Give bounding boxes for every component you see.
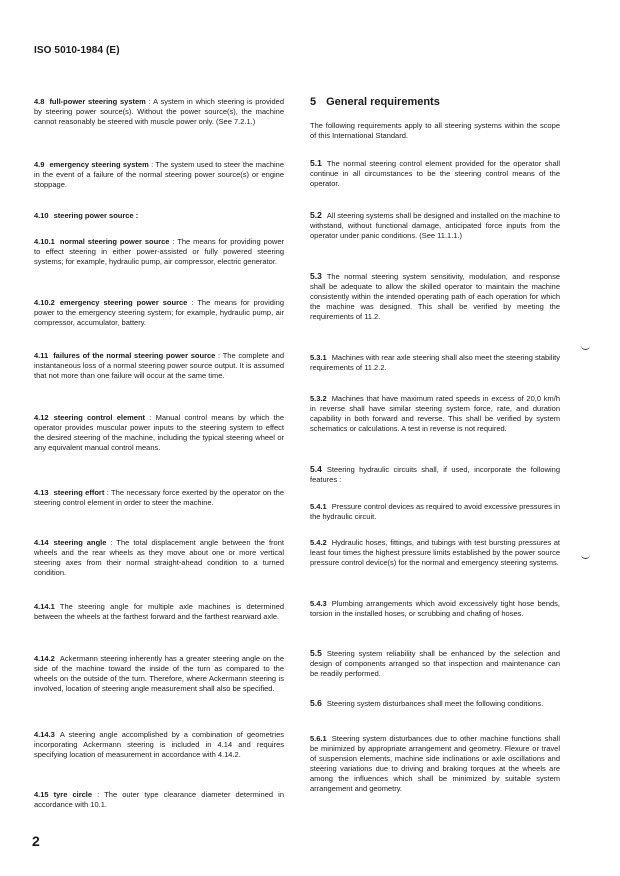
clause-text: A steering angle accomplished by a combination of geometries incorporating Ackermann steering is included in 4.14 and requires specifying location of measurement in accordance with 4.14.2. [34, 730, 284, 759]
clause-number: 4.10.2 [34, 298, 55, 307]
section-intro [310, 121, 560, 141]
clause-4-13 [34, 488, 284, 508]
clause-number: 5.4.2 [310, 538, 327, 547]
clause-4-14 [34, 538, 284, 578]
page-number: 2 [32, 833, 40, 849]
clause-text: : Manual control means by which the operator provides muscular power inputs to the steering system to effect the desired steering of the machine, including the typical steering wheel or any equivalent manual control means. [34, 413, 285, 452]
clause-title: emergency steering system [49, 160, 149, 169]
clause-title: full-power steering system [49, 97, 146, 106]
clause-title: steering angle [53, 538, 107, 547]
clause-text: : The means for providing power to effect steering in either power-assisted or fully powered steering systems; for example, hydraulic pump, air compressor, electric generator. [34, 237, 284, 266]
section-title: General requirements [326, 96, 440, 108]
revision-mark [581, 345, 590, 350]
clause-5-3-2 [310, 394, 560, 434]
clause-4-9 [34, 160, 284, 190]
clause-number: 5.2 [310, 210, 322, 220]
clause-number: 5.6.1 [310, 734, 327, 743]
clause-text: Plumbing arrangements which avoid excessively tight hose bends, torsion in the installed hoses, or scrubbing and chafing of hoses. [310, 599, 560, 618]
clause-5-5 [310, 648, 560, 679]
clause-5-3-1 [310, 353, 560, 373]
clause-text: The following requirements apply to all steering systems within the scope of this International Standard. [310, 121, 560, 140]
clause-number: 5.4.3 [310, 599, 327, 608]
clause-4-14-3 [34, 730, 284, 760]
clause-text: : The system used to steer the machine in the event of a failure of the normal steering power source(s) or engine stoppage. [34, 160, 284, 189]
clause-title: normal steering power source [59, 237, 170, 246]
clause-4-15 [34, 790, 284, 810]
clause-title: tyre circle [53, 790, 93, 799]
clause-5-3 [310, 271, 560, 322]
clause-text: Pressure control devices as required to avoid excessive pressures in the hydraulic circuit. [310, 502, 560, 521]
clause-text: The normal steering control element provided for the operator shall continue in all circumstances to be the steering control means of the operator. [310, 159, 560, 188]
clause-number: 5.6 [310, 698, 322, 708]
clause-4-10-2 [34, 298, 284, 328]
clause-number: 4.15 [34, 790, 49, 799]
clause-text: : The total displacement angle between the front wheels and the rear wheels as they move about one or more vertical steering axes from their normal straight-ahead condition to a turned condition. [34, 538, 284, 577]
clause-number: 4.8 [34, 97, 45, 106]
revision-mark [581, 554, 590, 559]
clause-text: Steering system disturbances shall meet the following conditions. [326, 699, 544, 708]
clause-number: 5.3.1 [310, 353, 327, 362]
clause-number: 4.10.1 [34, 237, 55, 246]
clause-4-11 [34, 351, 284, 381]
clause-5-4-3 [310, 599, 560, 619]
clause-number: 5.1 [310, 158, 322, 168]
clause-text: Machines that have maximum rated speeds in excess of 20,0 km/h in reverse shall have similar steering system force, rate, and duration capability in both forward and reverse. This shall be verified by system schematics or calculations. A test in reverse is not required. [310, 394, 560, 433]
clause-number: 4.14.2 [34, 654, 55, 663]
clause-number: 5.3 [310, 271, 322, 281]
clause-text: Steering system reliability shall be enhanced by the selection and design of components arranged so that inspection and maintenance can be readily performed. [310, 649, 560, 678]
clause-5-4-2 [310, 538, 560, 568]
section-heading [310, 96, 440, 108]
clause-text: The normal steering system sensitivity, modulation, and response shall be adequate to allow the skilled operator to maintain the machine consistently within the intended operating path of each operation for which the machine was designed. This shall be verified by meeting the requirements of 11.2. [310, 272, 560, 321]
clause-number: 5.4.1 [310, 502, 327, 511]
clause-5-4-1 [310, 502, 560, 522]
clause-text: : The outer type clearance diameter determined in accordance with 10.1. [34, 790, 284, 809]
clause-number: 4.14.1 [34, 602, 55, 611]
clause-text: Machines with rear axle steering shall also meet the steering stability requirements of 11.2.2. [310, 353, 560, 372]
clause-5-4 [310, 464, 560, 485]
section-number: 5 [310, 96, 317, 108]
document-header: ISO 5010-1984 (E) [34, 45, 120, 56]
clause-text: : A system in which steering is provided by steering power source(s). Without the power source(s), the machine cannot reasonably be steered with muscle power only. (See 7.2.1.) [34, 97, 284, 126]
clause-text: Steering hydraulic circuits shall, if used, incorporate the following features : [310, 465, 560, 484]
clause-4-12 [34, 413, 284, 453]
clause-5-1 [310, 158, 560, 189]
clause-number: 4.14 [34, 538, 49, 547]
clause-5-6-1 [310, 734, 560, 794]
clause-title: emergency steering power source [59, 298, 188, 307]
clause-text: All steering systems shall be designed and installed on the machine to withstand, without functional damage, anticipated force inputs from the operator under panic conditions. (See 11.1.1.) [310, 211, 560, 240]
clause-title: steering power source : [53, 211, 139, 220]
clause-4-10-1 [34, 237, 284, 267]
clause-4-10 [34, 211, 284, 221]
clause-number: 4.9 [34, 160, 45, 169]
clause-number: 4.14.3 [34, 730, 55, 739]
clause-title: steering control element [53, 413, 146, 422]
clause-number: 4.13 [34, 488, 49, 497]
clause-title: steering effort [53, 488, 105, 497]
clause-number: 5.3.2 [310, 394, 327, 403]
clause-text: Hydraulic hoses, fittings, and tubings with test bursting pressures at least four times the highest pressure limits established by the power source pressure control device(s) for the normal and emergency steering systems. [310, 538, 560, 567]
clause-number: 4.11 [34, 351, 49, 360]
clause-text: Steering system disturbances due to other machine functions shall be minimized by appropriate arrangement and geometry. Flexure or travel of suspension elements, machine side inclinations or axle oscillations and steering variations due to driving and braking torques at the wheels are among the influences which shall be minimized by suitable system arrangement and geometry. [310, 734, 560, 793]
clause-number: 5.4 [310, 464, 322, 474]
clause-4-14-1 [34, 602, 284, 622]
clause-4-8 [34, 97, 284, 127]
clause-number: 4.12 [34, 413, 49, 422]
clause-text: : The necessary force exerted by the operator on the steering control element in order to steer the machine. [34, 488, 284, 507]
clause-text: : The means for providing power to the emergency steering system; for example, hydraulic pump, air compressor, accumulator, battery. [34, 298, 284, 327]
clause-5-2 [310, 210, 560, 241]
clause-text: The steering angle for multiple axle machines is determined between the wheels at the farthest forward and the farthest rearward axle. [34, 602, 284, 621]
clause-number: 4.10 [34, 211, 49, 220]
clause-4-14-2 [34, 654, 284, 694]
clause-number: 5.5 [310, 648, 322, 658]
clause-text: : The complete and instantaneous loss of a normal steering power source output. It is assumed that not more than one failure will occur at the same time. [34, 351, 284, 380]
clause-title: failures of the normal steering power source [53, 351, 216, 360]
clause-text: Ackermann steering inherently has a greater steering angle on the side of the machine toward the inside of the turn as compared to the wheels on the outside of the turn. Therefore, where Ackermann steering is involved, location of steering angle measurement shall also be specified. [34, 654, 284, 693]
clause-5-6 [310, 698, 560, 709]
